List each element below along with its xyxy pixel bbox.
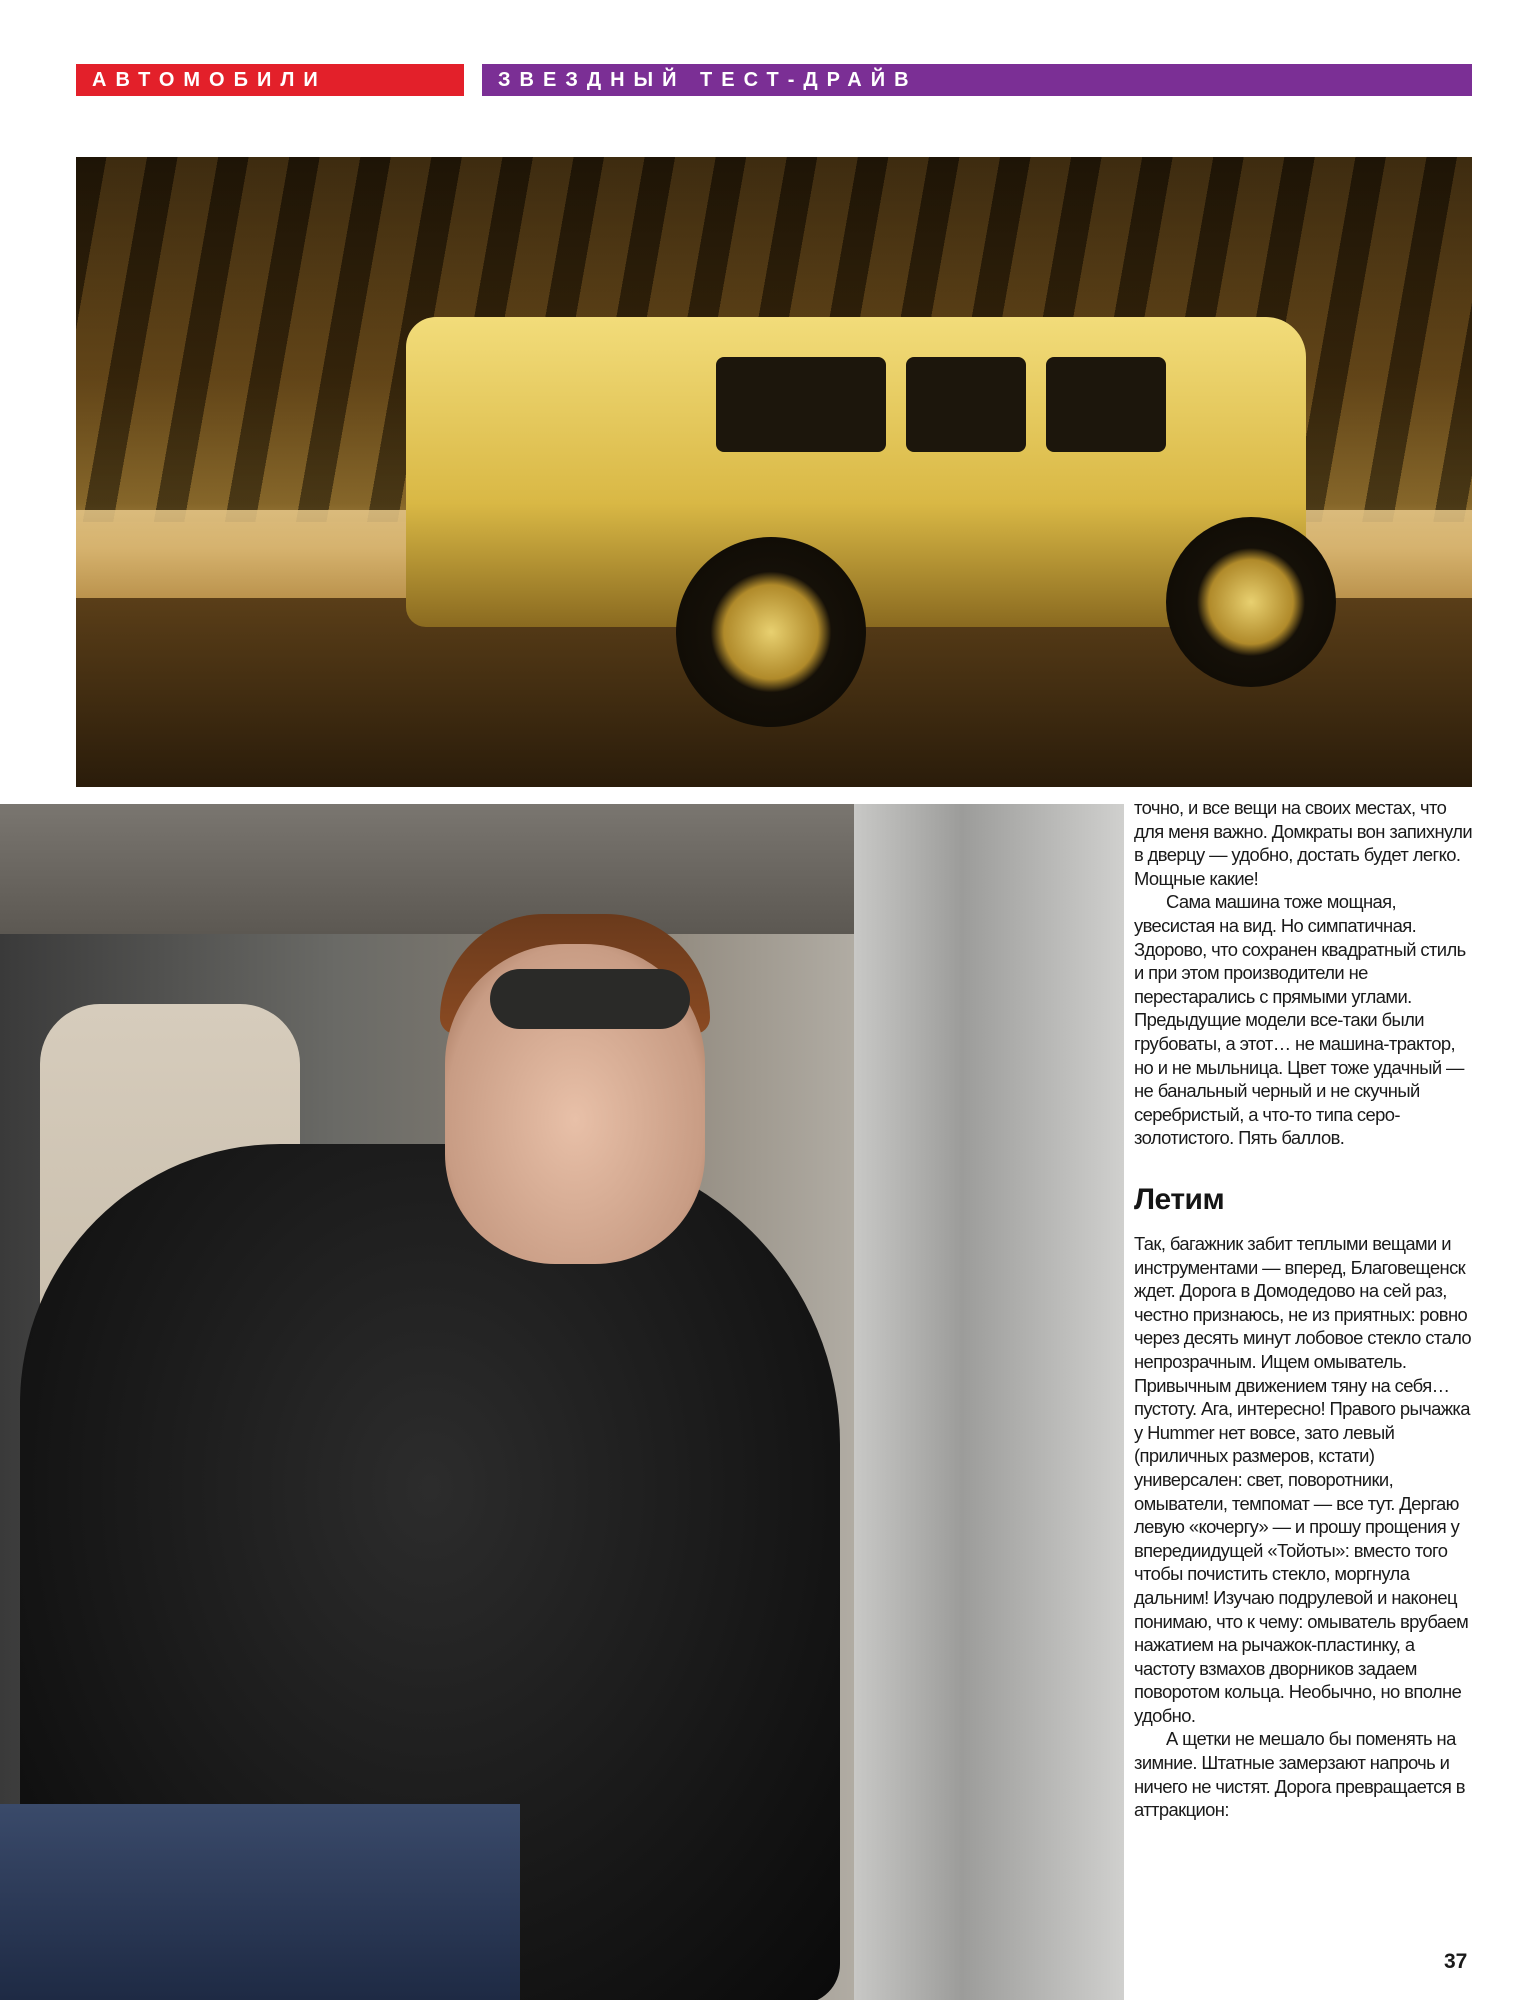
person-goggles — [490, 969, 690, 1029]
person-jeans — [0, 1804, 520, 2000]
rubric-label-bar — [482, 64, 1472, 96]
article-column-top — [1134, 796, 1472, 1150]
car-rear-wheel — [1166, 517, 1336, 687]
article-paragraph: точно, и все вещи на своих местах, что для меня важно. Домкраты вон запихнули в дверцу — удобно, достать будет легко. Мощные какие! — [1134, 797, 1472, 889]
article-paragraph: А щетки не мешало бы поменять на зимние. Штатные замерзают напрочь и ничего не чистят. Дорога превращается в аттракцион: — [1134, 1728, 1465, 1821]
car-window-rear — [1046, 357, 1166, 452]
car-window-front — [716, 357, 886, 452]
section-label: АВТОМОБИЛИ — [92, 68, 327, 91]
interior-door — [854, 804, 1124, 2000]
car-window-middle — [906, 357, 1026, 452]
article-paragraph: Сама машина тоже мощная, увесистая на вид. Но симпатичная. Здорово, что сохранен квадратный стиль и при этом производители не перестарались с прямыми углами. Предыдущие модели все-таки были грубоваты, а этот… не машина-трактор, но и не мыльница. Цвет тоже удачный — не банальный черный и не скучный серебристый, а что-то типа серо-золотистого. Пять баллов. — [1134, 891, 1466, 1149]
section-label-bar — [76, 64, 464, 96]
car-front-wheel — [676, 537, 866, 727]
interior-photo — [0, 804, 1124, 2000]
page-number: 37 — [1444, 1950, 1468, 1973]
article-column-bottom — [1134, 1232, 1472, 1822]
rubric-label: ЗВЕЗДНЫЙ ТЕСТ-ДРАЙВ — [498, 68, 918, 91]
car-photo — [76, 157, 1472, 787]
article-paragraph: Так, багажник забит теплыми вещами и инструментами — вперед, Благовещенск ждет. Дорога в Домодедово на сей раз, честно признаюсь, не из приятных: ровно через десять минут лобовое стекло стало непрозрачным. Ищем омыватель. Привычным движением тяну на себя… пустоту. Ага, интересно! Правого рычажка у Hummer нет вовсе, зато левый (приличных размеров, кстати) универсален: свет, поворотники, омыватели, темпомат — все тут. Дергаю левую «кочергу» — и прошу прощения у впередиидущей «Тойоты»: вместо того чтобы почистить стекло, моргнула дальним! Изучаю подрулевой и наконец понимаю, что к чему: омыватель врубаем нажатием на рычажок-пластинку, а частоту взмахов дворников задаем поворотом кольца. Необычно, но вполне удобно. — [1134, 1233, 1472, 1726]
article-subheading: Летим — [1134, 1183, 1225, 1216]
